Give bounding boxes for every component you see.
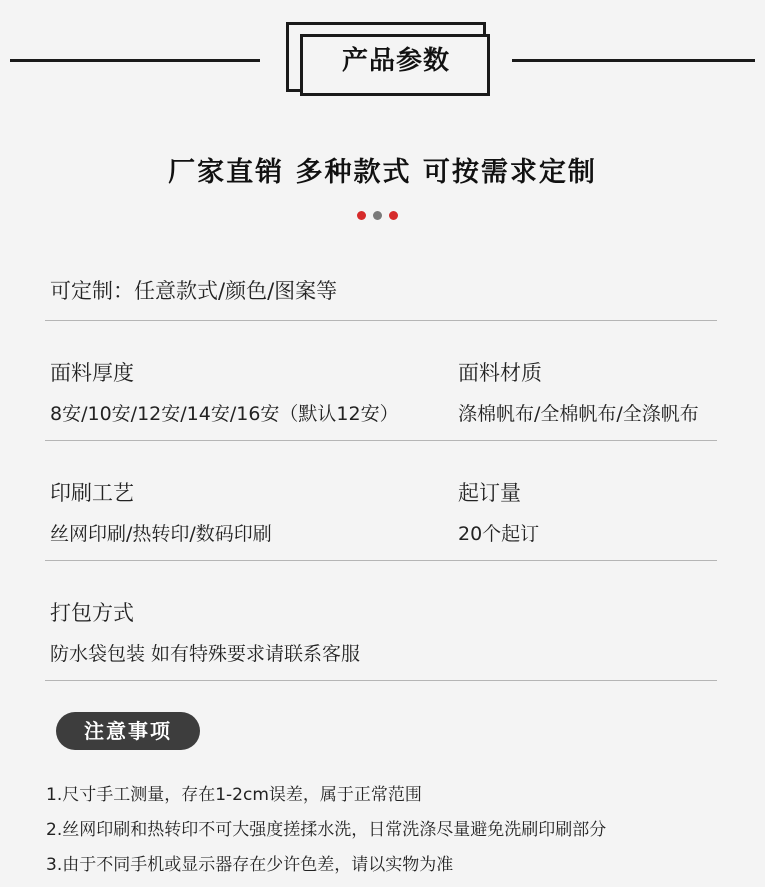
divider [45,320,717,321]
dot-2 [373,211,382,220]
page-title: 产品参数 [341,46,450,76]
dot-1 [357,211,366,220]
dot-3 [389,211,398,220]
moq-label: 起订量 [458,481,521,505]
thickness-value: 8安/10安/12安/14安/16安（默认12安） [50,403,399,425]
thickness-label: 面料厚度 [50,361,134,385]
notice-item-2: 2.丝网印刷和热转印不可大强度搓揉水洗，日常洗涤尽量避免洗刷印刷部分 [46,820,607,840]
notice-item-3: 3.由于不同手机或显示器存在少许色差，请以实物为准 [46,855,454,875]
header-line-left [10,59,260,62]
decorative-dots [357,211,398,220]
material-label: 面料材质 [458,361,542,385]
divider [45,440,717,441]
material-value: 涤棉帆布/全棉帆布/全涤帆布 [458,403,699,425]
notice-item-1: 1.尺寸手工测量，存在1-2cm误差，属于正常范围 [46,785,422,805]
printing-value: 丝网印刷/热转印/数码印刷 [50,523,272,545]
divider [45,560,717,561]
header-line-right [512,59,755,62]
customizable-text: 可定制：任意款式/颜色/图案等 [50,279,338,303]
notice-badge: 注意事项 [56,712,200,750]
packing-label: 打包方式 [50,601,134,625]
packing-value: 防水袋包装 如有特殊要求请联系客服 [50,643,361,665]
moq-value: 20个起订 [458,523,540,545]
slogan: 厂家直销 多种款式 可按需求定制 [168,157,597,188]
printing-label: 印刷工艺 [50,481,134,505]
divider [45,680,717,681]
